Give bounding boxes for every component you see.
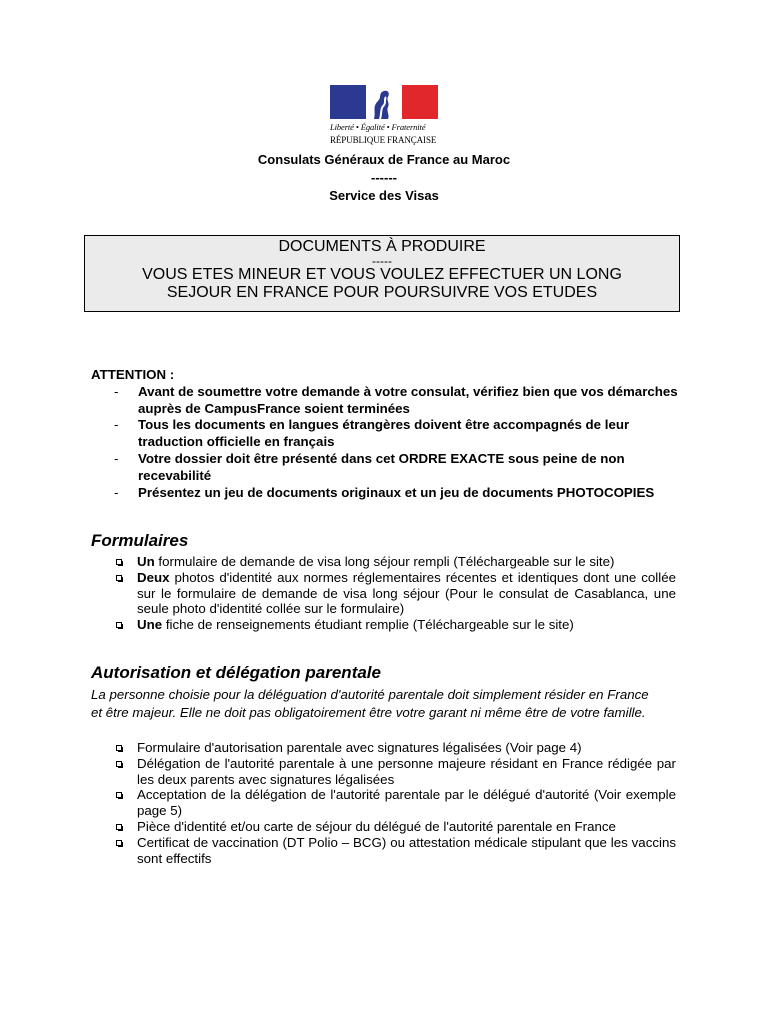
attention-item-text: Présentez un jeu de documents originaux et un jeu de documents PHOTOCOPIES [138,484,655,500]
list-item [114,819,676,835]
list-item-text: Acceptation de la délégation de l'autorité parentale par le délégué d'autorité (Voir exemple page 5) [137,787,676,819]
list-item-text: Certificat de vaccination (DT Polio – BCG) ou attestation médicale stipulant que les vaccins sont effectifs [137,834,676,866]
checkbox-bullet-icon [116,622,122,628]
attention-item-text: Avant de soumettre votre demande à votre consulat, vérifiez bien que vos démarches auprès de CampusFrance soient terminées [138,383,678,416]
list-item-bold: Un [137,554,155,569]
attention-label: ATTENTION : [91,367,175,382]
list-item-bold: Deux [137,569,170,585]
logo-motto: Liberté • Égalité • Fraternité [330,122,426,132]
list-item-text: Formulaire d'autorisation parentale avec signatures légalisées (Voir page 4) [137,740,582,755]
attention-item [91,485,691,502]
attention-item-text: Votre dossier doit être présenté dans cet ORDRE EXACTE sous peine de non recevabilité [138,450,625,483]
autorisation-intro: La personne choisie pour la déléguation d'autorité parentale doit simplement résider en France et être majeur. Elle ne doit pas obligatoirement être votre garant ni même être de votre famille. [91,687,649,720]
dash-marker: - [114,383,119,399]
checkbox-bullet-icon [116,792,122,798]
dash-marker: - [114,417,119,433]
title-box [84,235,680,312]
list-item [114,554,676,570]
title-heading: DOCUMENTS À PRODUIRE [278,238,486,255]
list-item [114,740,676,756]
list-item [114,617,676,633]
section-title-autorisation: Autorisation et délégation parentale [91,663,381,682]
header-separator: ------ [371,170,397,185]
formulaires-list [114,554,676,633]
section-title-formulaires: Formulaires [91,531,189,550]
list-item-text: Pièce d'identité et/ou carte de séjour du délégué de l'autorité parentale en France [137,818,616,834]
header-consulats: Consulats Généraux de France au Maroc [257,152,511,167]
list-item-bold: Une [137,617,163,633]
title-line-1: VOUS ETES MINEUR ET VOUS VOULEZ EFFECTUER UN LONG [142,266,622,283]
checkbox-bullet-icon [116,559,122,565]
list-item [114,787,676,819]
attention-item [91,417,691,451]
list-item-text: fiche de renseignements étudiant remplie (Téléchargeable sur le site) [162,617,574,633]
tricolor-flag-icon [330,85,438,119]
list-item [114,835,676,867]
checkbox-bullet-icon [116,745,122,751]
attention-block [91,367,691,501]
autorisation-list [114,740,676,866]
attention-item [91,384,691,418]
checkbox-bullet-icon [116,840,122,846]
list-item-text: formulaire de demande de visa long séjour rempli (Téléchargeable sur le site) [154,554,615,569]
list-item-text: Délégation de l'autorité parentale à une personne majeure résidant en France rédigée par les deux parents avec signatures légalisées [137,755,676,787]
title-separator: ----- [372,254,392,268]
logo-republic-name: RÉPUBLIQUE FRANÇAISE [330,135,437,145]
marianne-profile-icon [366,85,402,119]
checkbox-bullet-icon [116,761,122,767]
dash-marker: - [114,484,119,500]
list-item [114,756,676,788]
dash-marker: - [114,450,119,466]
attention-item [91,451,691,485]
title-line-2: SEJOUR EN FRANCE POUR POURSUIVRE VOS ETUDES [166,284,598,301]
republique-francaise-logo [330,85,440,145]
header-service: Service des Visas [329,188,439,203]
flag-white-band [366,85,402,119]
attention-item-text: Tous les documents en langues étrangères doivent être accompagnés de leur traduction officielle en français [138,417,630,450]
checkbox-bullet-icon [116,824,122,830]
flag-blue-band [330,85,366,119]
list-item [114,570,676,617]
checkbox-bullet-icon [116,575,122,581]
flag-red-band [402,85,438,119]
list-item-text: photos d'identité aux normes réglementaires récentes et identiques dont une collée sur le formulaire de demande de visa long séjour (Pour le consulat de Casablanca, une seule photo d'identité collée sur le formulaire) [137,569,676,617]
